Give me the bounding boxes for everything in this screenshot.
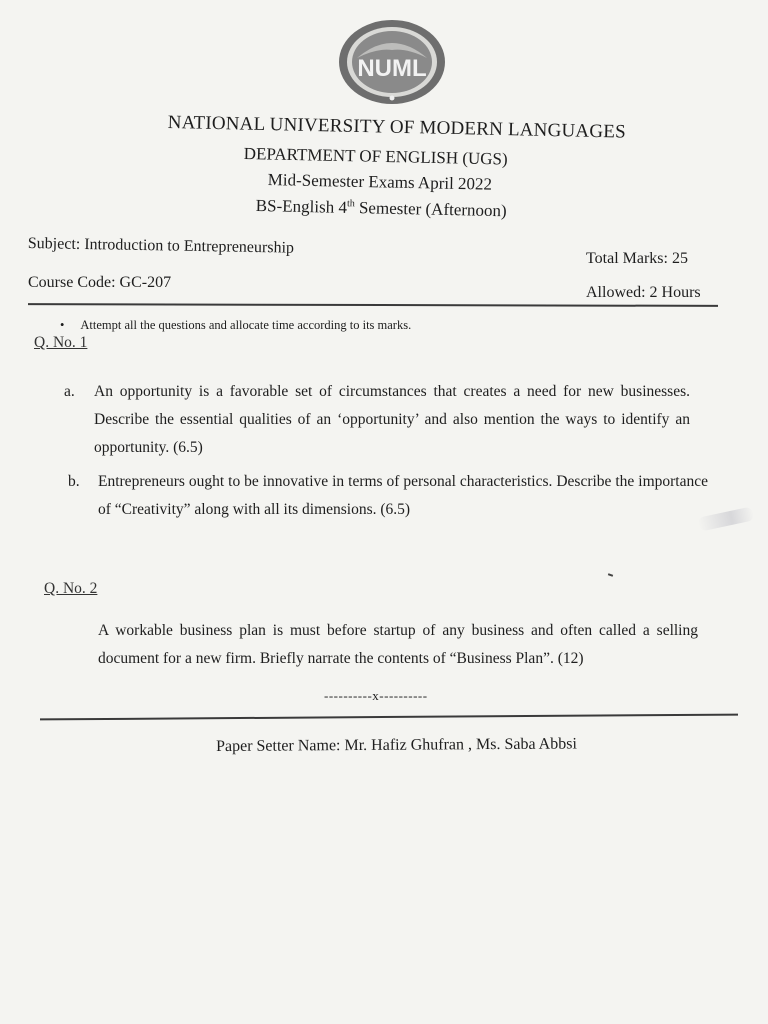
question-2-heading: Q. No. 2 (44, 580, 98, 597)
total-marks: Total Marks: 25 (586, 250, 688, 267)
subject-line: Subject: Introduction to Entrepreneurship (27, 235, 295, 257)
university-name: NATIONAL UNIVERSITY OF MODERN LANGUAGES (167, 112, 627, 143)
question-1b (68, 468, 708, 524)
program-sup: th (346, 198, 355, 210)
instruction-text: Attempt all the questions and allocate time according to its marks. (80, 318, 412, 332)
question-1a-text: An opportunity is a favorable set of circumstances that creates a need for new businesses. Describe the essential qualities of an ‘opportunity’ and also mention the ways to identify an opportunity. (6.5) (94, 383, 690, 456)
question-1b-label: b. (68, 473, 80, 490)
question-1a-label: a. (64, 383, 75, 400)
scan-speck (608, 573, 613, 577)
question-1-heading: Q. No. 1 (34, 334, 88, 351)
program-line (256, 196, 507, 221)
header-divider (28, 303, 718, 307)
bullet-icon: • (60, 318, 65, 332)
question-1b-text: Entrepreneurs ought to be innovative in terms of personal characteristics. Describe the importance of “Creativity” along with all its dimensions. (6.5) (98, 473, 708, 518)
program-prefix: BS-English 4 (255, 196, 348, 217)
question-1a (64, 378, 690, 462)
logo-text: NUML (357, 55, 427, 82)
paper-setter: Paper Setter Name: Mr. Hafiz Ghufran , Ms. Saba Abbsi (216, 735, 577, 755)
department-name: DEPARTMENT OF ENGLISH (UGS) (243, 144, 508, 169)
university-logo (337, 18, 447, 106)
question-2-text: A workable business plan is must before startup of any business and often called a selling document for a new firm. Briefly narrate the contents of “Business Plan”. (12) (98, 622, 698, 667)
end-separator: ----------x---------- (324, 688, 428, 703)
course-code: Course Code: GC-207 (28, 274, 172, 291)
footer-divider (40, 714, 738, 721)
program-suffix: Semester (Afternoon) (354, 198, 507, 221)
exam-title: Mid-Semester Exams April 2022 (267, 170, 493, 194)
time-allowed: Allowed: 2 Hours (586, 284, 701, 301)
instructions (60, 318, 411, 333)
